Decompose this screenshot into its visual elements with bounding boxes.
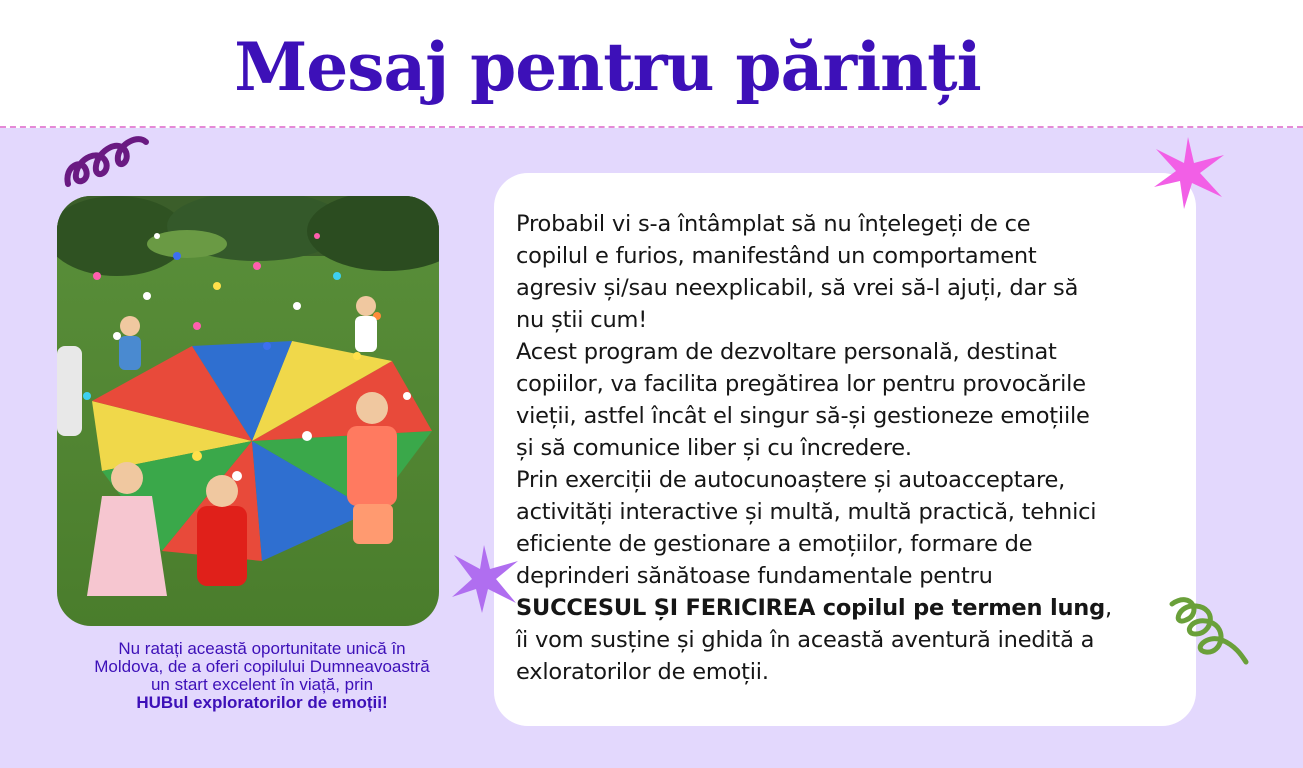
text-line: copilul e furios, manifestând un comportament — [516, 243, 1037, 269]
text-line: deprinderi sănătoase fundamentale pentru — [516, 563, 993, 589]
text-line: și să comunice liber și cu încredere. — [516, 435, 912, 461]
text-line: eficiente de gestionare a emoțiilor, formare de — [516, 531, 1033, 557]
squiggle-icon — [60, 130, 152, 190]
text-line: îi vom susține și ghida în această aventură inedită a — [516, 627, 1095, 653]
star-burst-icon — [446, 543, 522, 615]
caption-line: Moldova, de a oferi copilului Dumneavoastră — [94, 657, 430, 676]
star-burst-icon — [1150, 135, 1226, 211]
text-line: Acest program de dezvoltare personală, destinat — [516, 339, 1057, 365]
text-line: Prin exerciții de autocunoaștere și autoacceptare, — [516, 467, 1066, 493]
text-line: exloratorilor de emoții. — [516, 659, 769, 685]
caption-line: Nu ratați această oportunitate unică în — [118, 639, 406, 658]
text-line: agresiv și/sau neexplicabil, să vrei să-l ajuți, dar să — [516, 275, 1079, 301]
text-highlight: SUCCESUL ȘI FERICIREA copilul pe termen lung — [516, 595, 1105, 621]
text-line: activități interactive și multă, multă practică, tehnici — [516, 499, 1097, 525]
caption — [40, 640, 484, 712]
message-text — [516, 208, 1186, 688]
page-title: Mesaj pentru părinți — [234, 28, 981, 106]
text-line: nu știi cum! — [516, 307, 648, 333]
caption-line: un start excelent în viață, prin — [150, 675, 374, 694]
children-parachute-photo — [57, 196, 439, 626]
text-line — [516, 592, 1186, 624]
text-line: copiilor, va facilita pregătirea lor pentru provocările — [516, 371, 1086, 397]
squiggle-icon — [1162, 594, 1252, 668]
text-line: Probabil vi s-a întâmplat să nu înțelegeți de ce — [516, 211, 1031, 237]
caption-highlight: HUBul exploratorilor de emoții! — [136, 693, 388, 712]
text-line: vieții, astfel încât el singur să-și gestioneze emoțiile — [516, 403, 1090, 429]
text-punct: , — [1105, 595, 1112, 621]
